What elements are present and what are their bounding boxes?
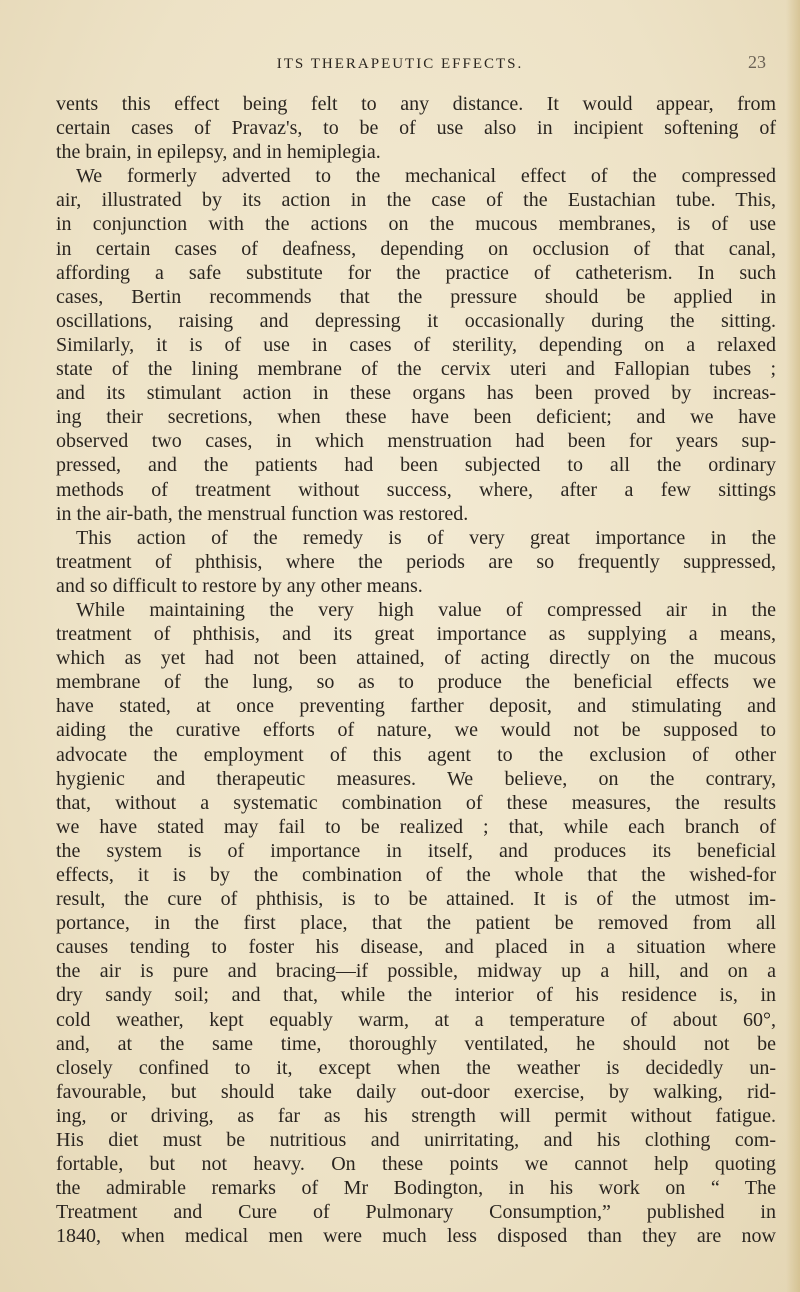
text-line: favourable, but should take daily out-door exercise, by walking, rid- xyxy=(56,1080,776,1103)
text-line: the brain, in epilepsy, and in hemiplegia. xyxy=(56,141,381,164)
text-line: vents this effect being felt to any distance. It would appear, from xyxy=(56,93,776,115)
text-line: ing their secretions, when these have been deficient; and we have xyxy=(56,406,776,429)
text-line: treatment of phthisis, where the periods are so frequently suppressed, xyxy=(56,550,776,573)
text-line: ing, or driving, as far as his strength will permit without fatigue. xyxy=(56,1104,776,1127)
running-head xyxy=(0,52,800,80)
text-line: air, illustrated by its action in the case of the Eustachian tube. This, xyxy=(56,189,776,212)
text-line: aiding the curative efforts of nature, we would not be supposed to xyxy=(56,719,776,742)
text-line: and so difficult to restore by any other means. xyxy=(56,574,423,597)
text-line: methods of treatment without success, where, after a few sittings xyxy=(56,478,776,501)
text-line: fortable, but not heavy. On these points we cannot help quoting xyxy=(56,1153,776,1176)
running-title: ITS THERAPEUTIC EFFECTS. xyxy=(276,56,524,72)
text-line: pressed, and the patients had been subjected to all the ordinary xyxy=(56,454,776,477)
text-line: 1840, when medical men were much less disposed than they are now xyxy=(56,1225,776,1248)
text-line: the air is pure and bracing—if possible, midway up a hill, and on a xyxy=(56,960,776,983)
text-line: While maintaining the very high value of compressed air in the xyxy=(76,598,776,621)
text-line: We formerly adverted to the mechanical effect of the compressed xyxy=(76,165,776,188)
text-line: dry sandy soil; and that, while the interior of his residence is, in xyxy=(56,984,776,1007)
text-line: This action of the remedy is of very great importance in the xyxy=(76,526,776,549)
text-line: affording a safe substitute for the practice of catheterism. In such xyxy=(56,261,776,284)
text-line: we have stated may fail to be realized ; that, while each branch of xyxy=(56,815,776,838)
text-line: result, the cure of phthisis, is to be attained. It is of the utmost im- xyxy=(56,888,776,911)
text-line: Similarly, it is of use in cases of sterility, depending on a relaxed xyxy=(56,333,776,356)
text-line: that, without a systematic combination of these measures, the results xyxy=(56,791,776,814)
text-line: treatment of phthisis, and its great importance as supplying a means, xyxy=(56,623,776,646)
page-edge-shadow xyxy=(786,0,800,1292)
text-line: effects, it is by the combination of the whole that the wished-for xyxy=(56,864,776,886)
page-number: 23 xyxy=(748,52,766,72)
text-line: oscillations, raising and depressing it occasionally during the sitting. xyxy=(56,309,776,332)
text-line: and, at the same time, thoroughly ventilated, he should not be xyxy=(56,1032,776,1055)
text-line: membrane of the lung, so as to produce the beneficial effects we xyxy=(56,671,776,694)
text-line: portance, in the first place, that the patient be removed from all xyxy=(56,912,776,935)
text-line: hygienic and therapeutic measures. We believe, on the contrary, xyxy=(56,767,776,790)
text-line: observed two cases, in which menstruation had been for years sup- xyxy=(56,430,776,453)
text-line: and its stimulant action in these organs has been proved by increas- xyxy=(56,382,776,405)
text-line: the system is of importance in itself, and produces its beneficial xyxy=(56,839,776,862)
text-line: state of the lining membrane of the cervix uteri and Fallopian tubes ; xyxy=(56,358,776,381)
text-line: causes tending to foster his disease, and placed in a situation where xyxy=(56,936,776,959)
text-line: His diet must be nutritious and unirritating, and his clothing com- xyxy=(56,1129,776,1152)
text-line: have stated, at once preventing farther deposit, and stimulating and xyxy=(56,695,776,718)
text-line: in certain cases of deafness, depending on occlusion of that canal, xyxy=(56,237,776,260)
text-line: certain cases of Pravaz's, to be of use also in incipient softening of xyxy=(56,117,776,140)
text-line: the admirable remarks of Mr Bodington, in his work on “ The xyxy=(56,1177,776,1200)
text-line: advocate the employment of this agent to the exclusion of other xyxy=(56,743,776,766)
text-line: closely confined to it, except when the weather is decidedly un- xyxy=(56,1056,776,1079)
text-line: Treatment and Cure of Pulmonary Consumption,” published in xyxy=(56,1201,776,1224)
text-line: in conjunction with the actions on the mucous membranes, is of use xyxy=(56,213,776,236)
text-line: which as yet had not been attained, of acting directly on the mucous xyxy=(56,647,776,670)
body-text xyxy=(56,92,776,1249)
text-line: in the air-bath, the menstrual function was restored. xyxy=(56,502,469,525)
text-line: cold weather, kept equably warm, at a temperature of about 60°, xyxy=(56,1008,776,1031)
text-line: cases, Bertin recommends that the pressure should be applied in xyxy=(56,285,776,308)
